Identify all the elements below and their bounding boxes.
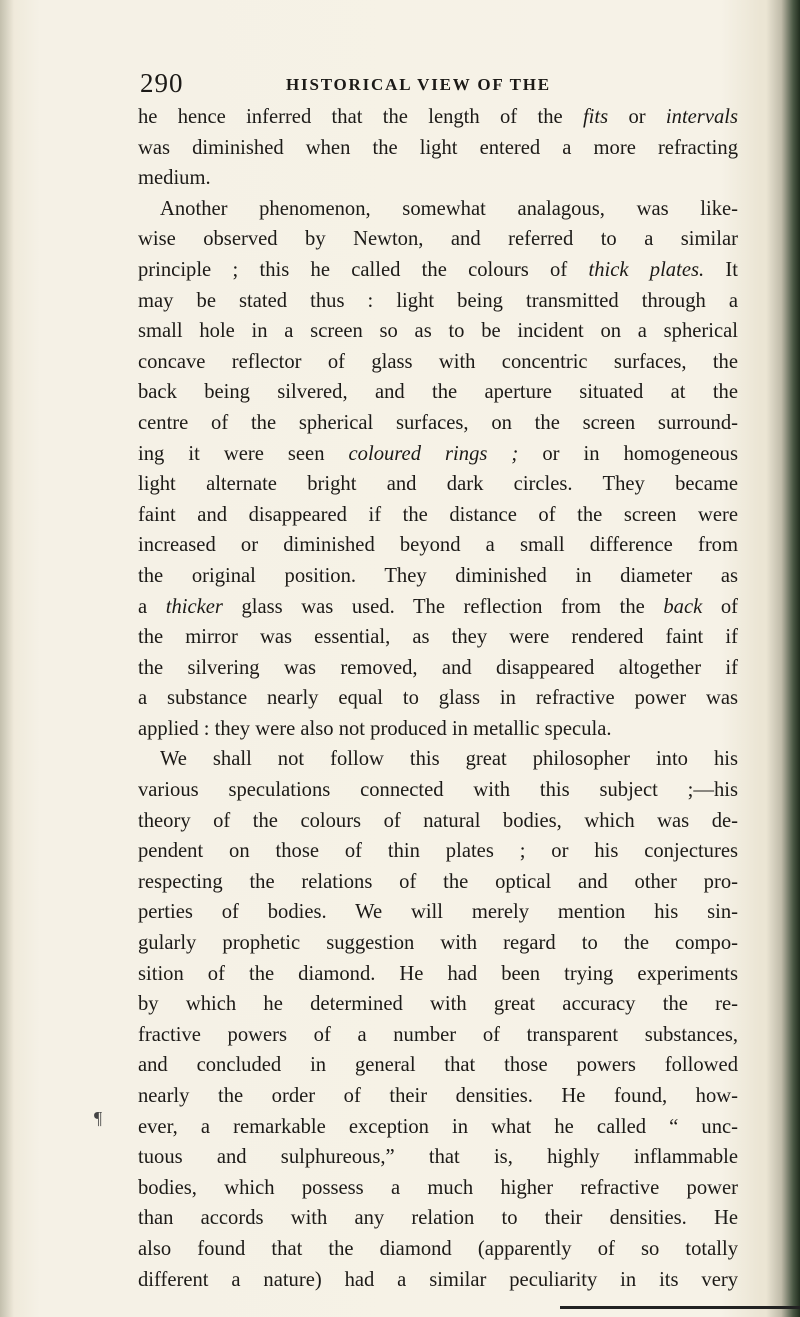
- text-line: principle ; this he called the colours of thick plates. It: [138, 258, 739, 281]
- body-text: [138, 102, 738, 1295]
- text-line: Another phenomenon, somewhat analagous, was like-: [160, 197, 738, 220]
- text-line: the original position. They diminished in diameter as: [138, 564, 738, 587]
- text-line: nearly the order of their densities. He found, how-: [138, 1085, 738, 1107]
- text-line: ing it were seen coloured rings ; or in homogeneous: [138, 442, 738, 465]
- text-line: he hence inferred that the length of the fits or intervals: [138, 106, 738, 128]
- text-line: by which he determined with great accuracy the re-: [138, 993, 738, 1016]
- text-line: ever, a remarkable exception in what he called “ unc-: [138, 1115, 738, 1138]
- italic-phrase: thick plates.: [588, 258, 705, 281]
- text-line: may be stated thus : light being transmitted through a: [138, 289, 738, 312]
- text-line: wise observed by Newton, and referred to a similar: [138, 228, 738, 251]
- italic-phrase: fits: [582, 106, 609, 128]
- text-line: theory of the colours of natural bodies, which was de-: [138, 809, 738, 832]
- text-line: a thicker glass was used. The reflection from the back of: [138, 595, 738, 618]
- text-line: light alternate bright and dark circles. They became: [138, 473, 738, 496]
- text-line: medium.: [138, 167, 211, 190]
- text-line: small hole in a screen so as to be incident on a spherical: [138, 320, 738, 343]
- italic-phrase: coloured rings ;: [348, 442, 519, 465]
- text-line: than accords with any relation to their densities. He: [138, 1207, 738, 1230]
- text-line: also found that the diamond (apparently of so totally: [138, 1237, 738, 1260]
- bottom-rule: [560, 1306, 800, 1309]
- text-line: sition of the diamond. He had been trying experiments: [138, 962, 738, 985]
- text-line: the silvering was removed, and disappeared altogether if: [138, 656, 738, 679]
- page-left-edge: [0, 0, 14, 1317]
- text-line: respecting the relations of the optical and other pro-: [138, 870, 738, 893]
- page-number: 290: [140, 68, 184, 98]
- text-line: and concluded in general that those powers followed: [138, 1054, 738, 1077]
- italic-phrase: intervals: [665, 106, 738, 128]
- text-line: various speculations connected with this subject ;—his: [138, 779, 738, 802]
- italic-phrase: thicker: [165, 595, 223, 618]
- binding-shadow: [766, 0, 800, 1317]
- text-line: pendent on those of thin plates ; or his conjectures: [138, 840, 738, 863]
- text-line: increased or diminished beyond a small difference from: [138, 534, 738, 557]
- text-line: a substance nearly equal to glass in refractive power was: [138, 687, 738, 710]
- text-line: fractive powers of a number of transparent substances,: [138, 1023, 738, 1046]
- text-line: the mirror was essential, as they were rendered faint if: [138, 626, 738, 649]
- text-line: perties of bodies. We will merely mention his sin-: [138, 901, 738, 924]
- text-line: centre of the spherical surfaces, on the screen surround-: [138, 411, 738, 434]
- text-line: back being silvered, and the aperture situated at the: [138, 381, 738, 404]
- text-line: tuous and sulphureous,” that is, highly inflammable: [138, 1146, 738, 1169]
- text-line: We shall not follow this great philosopher into his: [160, 748, 738, 771]
- page-header: [128, 68, 740, 102]
- text-line: different a nature) had a similar peculiarity in its very: [138, 1268, 738, 1291]
- text-line: bodies, which possess a much higher refractive power: [138, 1176, 738, 1199]
- running-head: HISTORICAL VIEW OF THE: [286, 75, 551, 94]
- text-line: gularly prophetic suggestion with regard to the compo-: [138, 932, 738, 955]
- text-line: faint and disappeared if the distance of the screen were: [138, 503, 738, 526]
- margin-mark: ¶: [94, 1108, 103, 1128]
- text-line: applied : they were also not produced in metallic specula.: [138, 717, 612, 740]
- text-line: concave reflector of glass with concentric surfaces, the: [138, 350, 738, 373]
- italic-phrase: back: [663, 595, 703, 618]
- text-line: was diminished when the light entered a more refracting: [138, 136, 738, 159]
